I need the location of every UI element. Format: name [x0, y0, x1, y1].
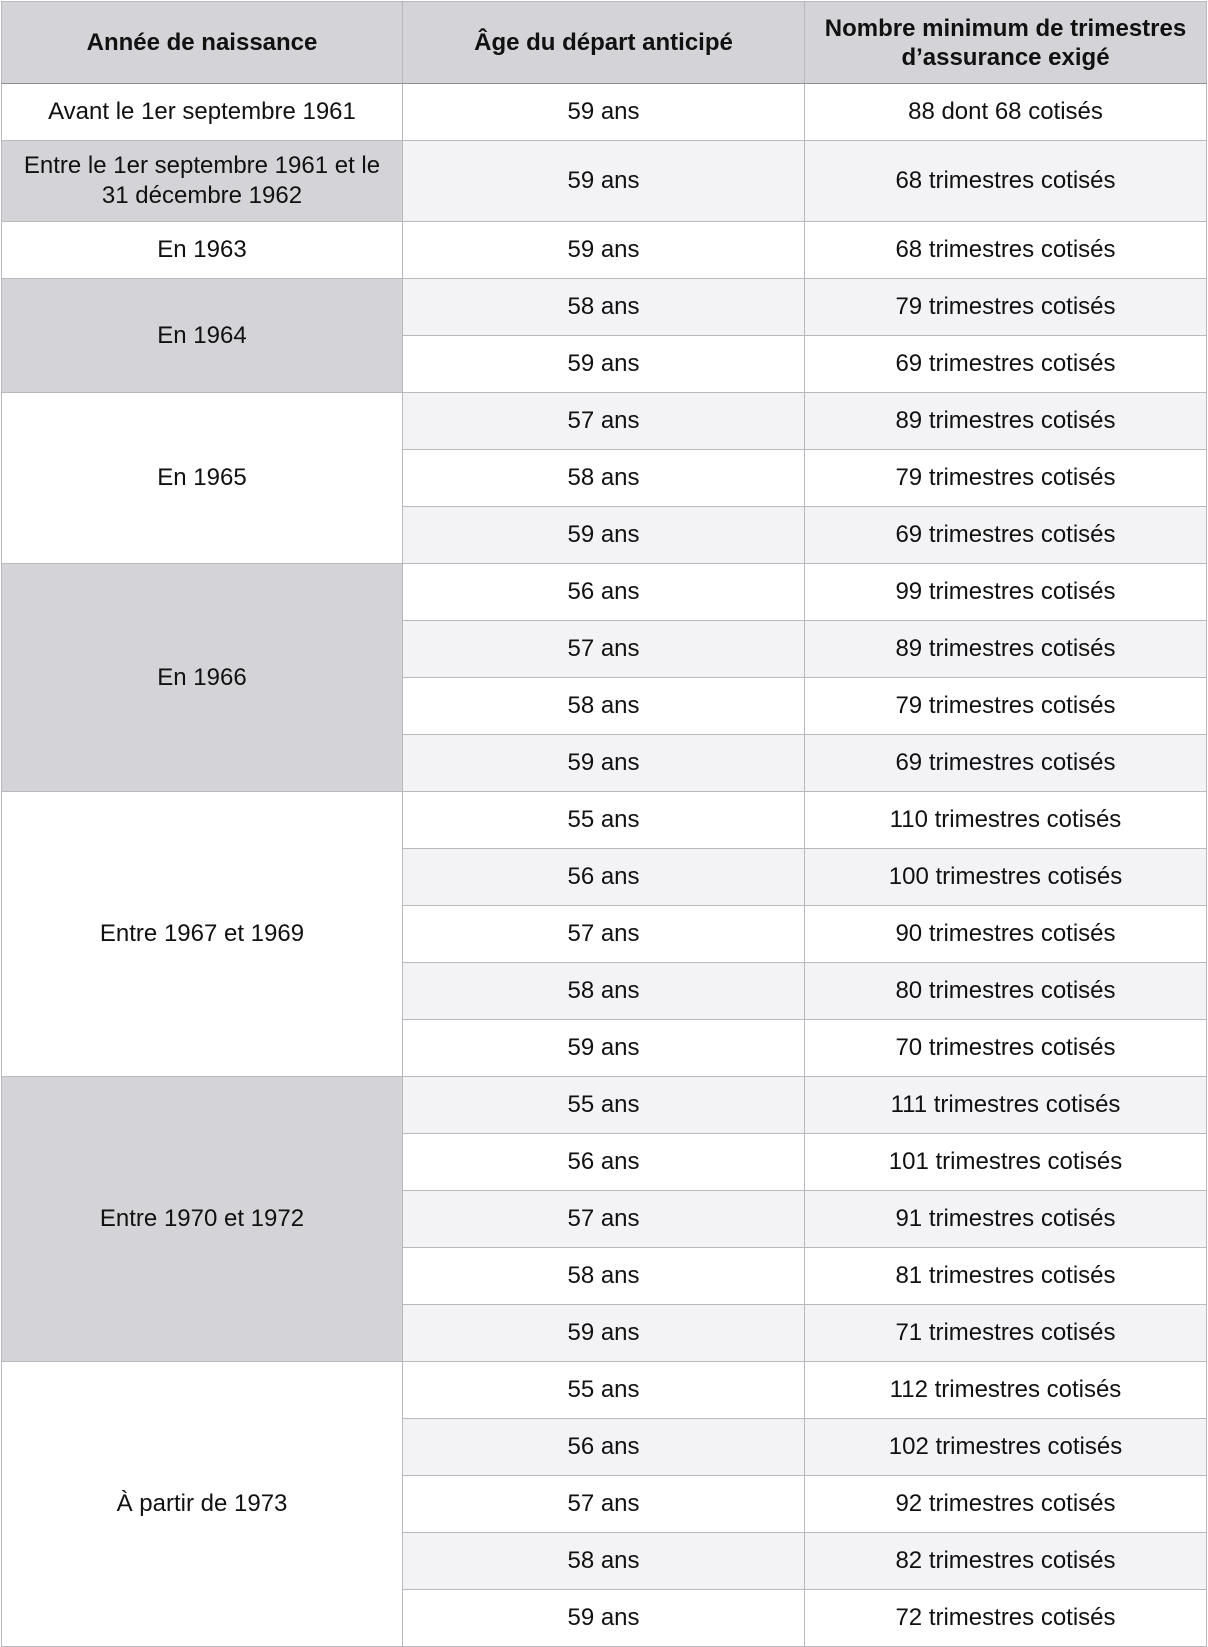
- early-departure-age-cell: 56 ans: [403, 564, 805, 621]
- birth-year-cell: Entre 1967 et 1969: [2, 792, 403, 1077]
- early-departure-age-cell: 57 ans: [403, 621, 805, 678]
- minimum-quarters-cell: 102 trimestres cotisés: [805, 1419, 1207, 1476]
- early-departure-age-cell: 55 ans: [403, 792, 805, 849]
- minimum-quarters-cell: 91 trimestres cotisés: [805, 1191, 1207, 1248]
- early-departure-age-cell: 57 ans: [403, 393, 805, 450]
- minimum-quarters-cell: 68 trimestres cotisés: [805, 222, 1207, 279]
- early-departure-age-cell: 59 ans: [403, 1305, 805, 1362]
- minimum-quarters-cell: 69 trimestres cotisés: [805, 507, 1207, 564]
- table-row: [2, 1362, 1207, 1419]
- minimum-quarters-cell: 69 trimestres cotisés: [805, 735, 1207, 792]
- minimum-quarters-cell: 72 trimestres cotisés: [805, 1590, 1207, 1647]
- minimum-quarters-cell: 70 trimestres cotisés: [805, 1020, 1207, 1077]
- table-row: [2, 222, 1207, 279]
- minimum-quarters-cell: 81 trimestres cotisés: [805, 1248, 1207, 1305]
- minimum-quarters-cell: 68 trimestres cotisés: [805, 141, 1207, 222]
- minimum-quarters-cell: 90 trimestres cotisés: [805, 906, 1207, 963]
- early-departure-age-cell: 59 ans: [403, 507, 805, 564]
- early-departure-age-cell: 59 ans: [403, 141, 805, 222]
- early-departure-age-cell: 58 ans: [403, 1533, 805, 1590]
- early-departure-age-cell: 56 ans: [403, 1419, 805, 1476]
- header-minimum-quarters: Nombre minimum de trimestres d’assurance exigé: [805, 2, 1207, 84]
- retirement-table: [1, 1, 1207, 1647]
- minimum-quarters-cell: 79 trimestres cotisés: [805, 450, 1207, 507]
- minimum-quarters-cell: 88 dont 68 cotisés: [805, 84, 1207, 141]
- birth-year-cell: En 1964: [2, 279, 403, 393]
- minimum-quarters-cell: 89 trimestres cotisés: [805, 621, 1207, 678]
- birth-year-cell: Entre 1970 et 1972: [2, 1077, 403, 1362]
- table-row: [2, 1077, 1207, 1134]
- table-row: [2, 84, 1207, 141]
- minimum-quarters-cell: 79 trimestres cotisés: [805, 279, 1207, 336]
- early-departure-age-cell: 58 ans: [403, 279, 805, 336]
- table-body: [2, 84, 1207, 1647]
- early-departure-age-cell: 59 ans: [403, 1020, 805, 1077]
- birth-year-cell: En 1963: [2, 222, 403, 279]
- table-header: [2, 2, 1207, 84]
- early-departure-age-cell: 59 ans: [403, 735, 805, 792]
- early-departure-age-cell: 57 ans: [403, 906, 805, 963]
- minimum-quarters-cell: 69 trimestres cotisés: [805, 336, 1207, 393]
- early-departure-age-cell: 58 ans: [403, 1248, 805, 1305]
- birth-year-cell: Avant le 1er septembre 1961: [2, 84, 403, 141]
- minimum-quarters-cell: 71 trimestres cotisés: [805, 1305, 1207, 1362]
- early-departure-age-cell: 56 ans: [403, 1134, 805, 1191]
- table-row: [2, 141, 1207, 222]
- table-row: [2, 564, 1207, 621]
- early-departure-age-cell: 58 ans: [403, 963, 805, 1020]
- early-departure-age-cell: 59 ans: [403, 222, 805, 279]
- early-departure-age-cell: 57 ans: [403, 1476, 805, 1533]
- early-departure-age-cell: 59 ans: [403, 84, 805, 141]
- minimum-quarters-cell: 79 trimestres cotisés: [805, 678, 1207, 735]
- birth-year-cell: En 1966: [2, 564, 403, 792]
- header-birth-year: Année de naissance: [2, 2, 403, 84]
- minimum-quarters-cell: 101 trimestres cotisés: [805, 1134, 1207, 1191]
- early-departure-age-cell: 55 ans: [403, 1077, 805, 1134]
- minimum-quarters-cell: 92 trimestres cotisés: [805, 1476, 1207, 1533]
- minimum-quarters-cell: 110 trimestres cotisés: [805, 792, 1207, 849]
- minimum-quarters-cell: 80 trimestres cotisés: [805, 963, 1207, 1020]
- birth-year-cell: En 1965: [2, 393, 403, 564]
- table-row: [2, 792, 1207, 849]
- minimum-quarters-cell: 111 trimestres cotisés: [805, 1077, 1207, 1134]
- table-row: [2, 393, 1207, 450]
- minimum-quarters-cell: 100 trimestres cotisés: [805, 849, 1207, 906]
- early-departure-age-cell: 59 ans: [403, 336, 805, 393]
- minimum-quarters-cell: 89 trimestres cotisés: [805, 393, 1207, 450]
- minimum-quarters-cell: 99 trimestres cotisés: [805, 564, 1207, 621]
- early-departure-age-cell: 56 ans: [403, 849, 805, 906]
- early-departure-age-cell: 55 ans: [403, 1362, 805, 1419]
- header-row: [2, 2, 1207, 84]
- early-departure-age-cell: 58 ans: [403, 450, 805, 507]
- early-departure-age-cell: 57 ans: [403, 1191, 805, 1248]
- birth-year-cell: Entre le 1er septembre 1961 et le 31 décembre 1962: [2, 141, 403, 222]
- header-early-departure-age: Âge du départ anticipé: [403, 2, 805, 84]
- early-departure-age-cell: 59 ans: [403, 1590, 805, 1647]
- table-row: [2, 279, 1207, 336]
- minimum-quarters-cell: 82 trimestres cotisés: [805, 1533, 1207, 1590]
- birth-year-cell: À partir de 1973: [2, 1362, 403, 1647]
- early-departure-age-cell: 58 ans: [403, 678, 805, 735]
- minimum-quarters-cell: 112 trimestres cotisés: [805, 1362, 1207, 1419]
